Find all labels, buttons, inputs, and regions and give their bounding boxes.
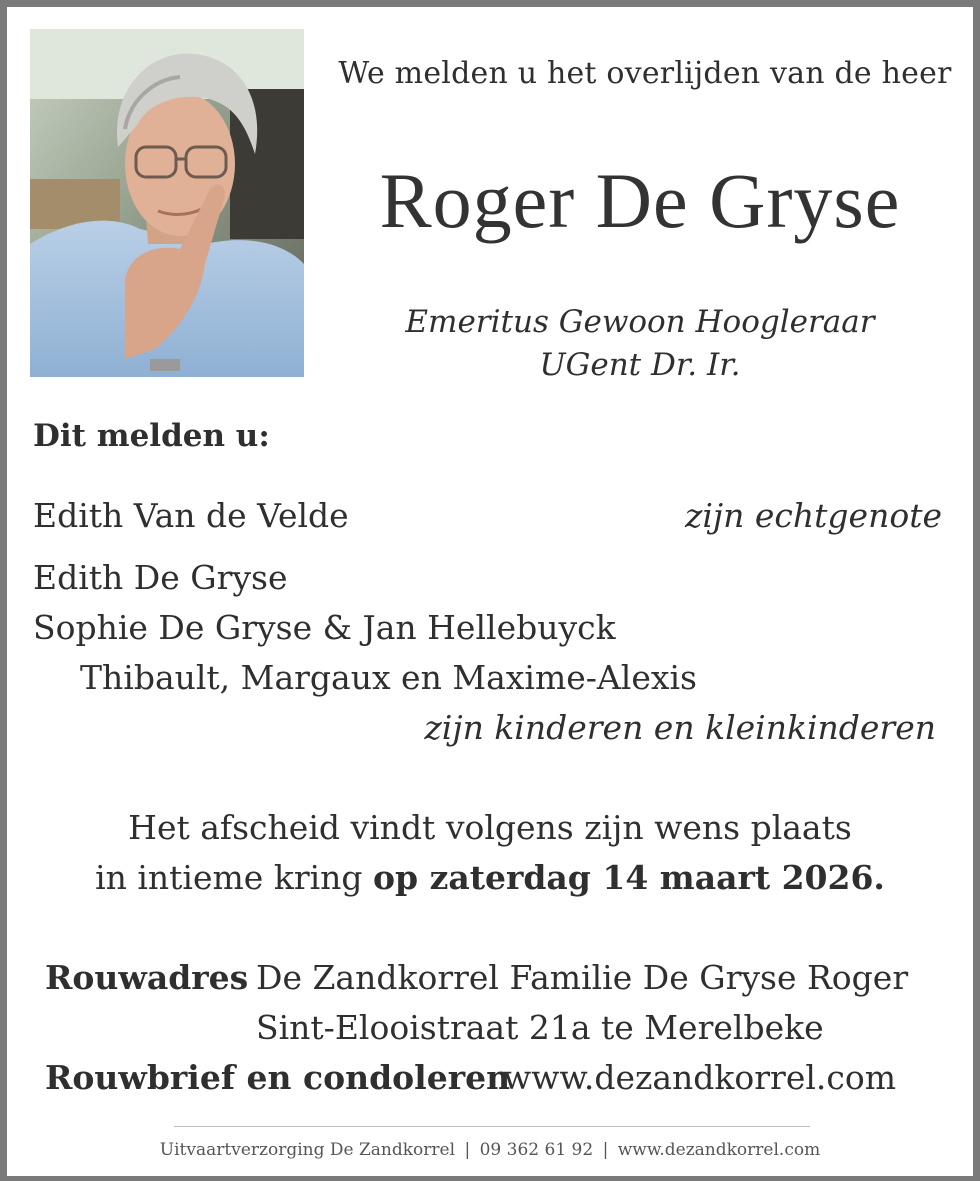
footer [0, 1140, 980, 1160]
spouse-role: zijn echtgenote [684, 496, 942, 535]
portrait-photo [30, 29, 304, 377]
footer-phone: 09 362 61 92 [479, 1140, 594, 1160]
child-1: Edith De Gryse [33, 558, 288, 597]
farewell-line-2-prefix: in intieme kring [95, 858, 374, 897]
condolence-label: Rouwbrief en condoleren [45, 1058, 511, 1097]
title-line-2: UGent Dr. Ir. [539, 347, 741, 383]
farewell-line-1: Het afscheid vindt volgens zijn wens plaats [128, 808, 852, 847]
child-2: Sophie De Gryse & Jan Hellebuyck [33, 608, 616, 647]
spouse-name: Edith Van de Velde [33, 496, 349, 535]
farewell-date: op zaterdag 14 maart 2026. [373, 858, 885, 897]
announcement-heading: Dit melden u: [33, 418, 270, 454]
footer-separator: | [602, 1140, 609, 1160]
children-role: zijn kinderen en kleinkinderen [424, 708, 936, 747]
footer-company: Uitvaartverzorging De Zandkorrel [159, 1140, 456, 1160]
address-line-2: Sint-Elooistraat 21a te Merelbeke [256, 1008, 824, 1047]
footer-separator: | [464, 1140, 471, 1160]
grandchildren: Thibault, Margaux en Maxime-Alexis [80, 658, 697, 697]
intro-text: We melden u het overlijden van de heer [338, 56, 952, 91]
condolence-website[interactable]: www.dezandkorrel.com [503, 1058, 897, 1097]
footer-divider [174, 1126, 810, 1127]
footer-website[interactable]: www.dezandkorrel.com [617, 1140, 821, 1160]
deceased-name: Roger De Gryse [379, 157, 901, 244]
address-line-1: De Zandkorrel Familie De Gryse Roger [256, 958, 909, 997]
farewell-line-2 [0, 858, 980, 897]
title-line-1: Emeritus Gewoon Hoogleraar [405, 304, 875, 340]
address-label: Rouwadres [45, 958, 249, 997]
